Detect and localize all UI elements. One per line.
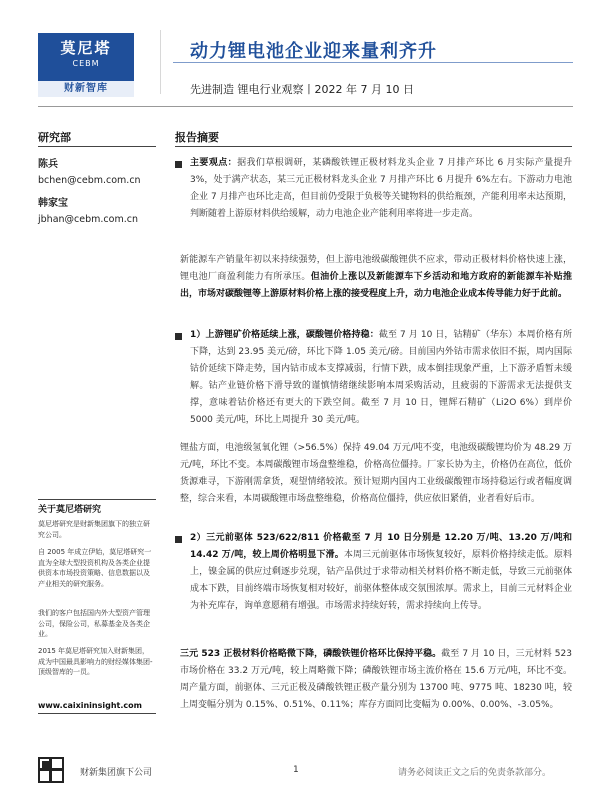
summary-heading-rule bbox=[175, 146, 572, 147]
main-point-paragraph bbox=[190, 155, 572, 223]
sidebar-heading-rule bbox=[38, 146, 156, 147]
upstream-lithium-text: 截至 7 月 10 日，钴精矿（华东）本周价格有所下降，达到 23.95 美元/磅，环比下降 1.05 美元/磅。目前国内外钴市需求依旧不振，周内国际钴价延续下降走势，国内钴市成本支撑减弱，行情下跌，成本倒挂现象严重，上下游矛盾暂未缓解。钴产业链价格下滑导致的谨慎情绪继续影响本周采购活动，且疲弱的下游需求无法提供支撑，意味着钴价格还有更大的下跌空间。截至 7 月 10 日，锂辉石精矿（Li2O 6%）到岸价 5000 美元/吨，环比上周提升 30 美元/吨。 bbox=[190, 330, 573, 425]
analyst-email[interactable]: bchen@cebm.com.cn bbox=[38, 175, 141, 186]
analyst-name: 韩家宝 bbox=[38, 198, 68, 209]
report-title: 动力锂电池企业迎来量利齐升 bbox=[190, 41, 437, 62]
analyst-block-1 bbox=[38, 157, 156, 189]
about-heading: 关于莫尼塔研究 bbox=[38, 505, 102, 515]
logo-caixin: 财新智库 bbox=[38, 81, 134, 97]
about-paragraph: 自 2005 年成立伊始，莫尼塔研究一直为全球大型投资机构及各类企业提供资本市场投资策略、信息数据以及产业相关的研究服务。 bbox=[38, 548, 152, 588]
header-divider bbox=[38, 106, 573, 107]
upstream-lithium-label: 1）上游锂矿价格延续上涨，碳酸锂价格持稳： bbox=[190, 330, 379, 340]
precursor-label: 2）三元前驱体 523/622/811 价格截至 7 月 10 日分别是 12.20 万/吨、13.20 万/吨和 14.42 万/吨，较上周价格明显下滑。 bbox=[190, 533, 572, 560]
footer-company: 财新集团旗下公司 bbox=[80, 768, 153, 778]
main-point-text: 据我们草根调研，某磷酸铁锂正极材料龙头企业 7 月排产环比 6 月实际产量提升 3%，处于满产状态，某三元正极材料龙头企业 7 月排产环比 6 月提升 6%左右。下游动力电池企业 7 月排产也环比走高，但目前仍受限于负极等关键物料的供给瓶颈，产能利用率未达预期，判断随着上游原材料供给缓解，动力电池企业产能利用率将进一步走高。 bbox=[190, 158, 572, 219]
upstream-lithium-paragraph bbox=[190, 327, 572, 429]
logo-en: CEBM bbox=[72, 59, 100, 68]
website-link[interactable]: www.caixininsight.com bbox=[38, 701, 156, 714]
cathode-label: 三元 523 正极材料价格略微下降，磷酸铁锂价格环比保持平稳。 bbox=[180, 649, 442, 659]
logo-divider bbox=[160, 30, 161, 94]
bullet-square-icon bbox=[175, 161, 182, 168]
logo-cn: 莫尼塔 bbox=[60, 39, 112, 57]
bullet-square-icon bbox=[175, 333, 182, 340]
footer-disclaimer: 请务必阅读正文之后的免责条款部分。 bbox=[398, 768, 552, 778]
precursor-paragraph bbox=[190, 530, 572, 615]
cathode-text: 截至 7 月 10 日，三元材料 523 市场价格在 33.2 万元/吨，较上周略微下降；磷酸铁锂市场主流价格在 15.6 万元/吨，环比不变。周产量方面，前驱体、三元正极及磷酸铁锂正极产量分别为 13700 吨、9775 吨、18230 吨，较上周变幅分别为 0.15%、0.51%、0.11%；库存方面同比变幅为 0.00%、0.00%、-3.05%。 bbox=[180, 649, 572, 710]
about-rule bbox=[38, 499, 156, 500]
ev-demand-paragraph bbox=[180, 252, 572, 303]
cebm-logo bbox=[38, 33, 134, 97]
ev-demand-text: 新能源车产销量年初以来持续强势，但上游电池级碳酸锂供不应求，带动正极材料价格快速上涨，锂电池厂商盈利能力有所承压。 bbox=[180, 255, 572, 282]
qr-code-icon bbox=[38, 757, 64, 783]
research-dept-heading: 研究部 bbox=[38, 131, 71, 144]
report-subtitle: 先进制造 锂电行业观察丨2022 年 7 月 10 日 bbox=[190, 83, 414, 96]
lithium-salt-text: 锂盐方面，电池级氢氧化锂（>56.5%）保持 49.04 万元/吨不变，电池级碳酸锂均价为 48.29 万元/吨，环比不变。本周碳酸锂市场盘整维稳，价格高位僵持。厂家长协为主，价格仍在高位，低价货源难寻，下游刚需拿货，观望情绪较浓。预计短期内国内工业级碳酸锂市场持稳运行或者幅度调整，综合来看，本周碳酸锂市场盘整维稳，价格高位僵持，供应依旧紧俏，业者看好后市。 bbox=[180, 443, 572, 504]
summary-heading: 报告摘要 bbox=[175, 131, 219, 144]
lithium-salt-paragraph bbox=[180, 440, 572, 508]
title-rule bbox=[173, 62, 573, 63]
precursor-text: 本周三元前驱体市场恢复较好，原料价格持续走低。原料上，镍金属的供应过剩逐步兑现，钴产品供过于求带动相关材料价格不断走低，导致三元前驱体成本下跌，目前终端市场恢复相对较好，前驱体整体成交氛围浓厚。需求上，目前三元材料企业为补充库存，询单意愿稍有增强。市场需求持续好转，需求持续向上传导。 bbox=[190, 550, 572, 611]
about-paragraph: 我们的客户包括国内外大型资产管理公司，保险公司，私募基金及各类企业。 bbox=[38, 609, 150, 638]
analyst-email[interactable]: jbhan@cebm.com.cn bbox=[38, 214, 138, 225]
bullet-square-icon bbox=[175, 536, 182, 543]
about-paragraph: 2015 年莫尼塔研究加入财新集团，成为中国最具影响力的财经媒体集团-顶级智库的一员。 bbox=[38, 647, 153, 676]
analyst-block-2 bbox=[38, 196, 156, 228]
ev-demand-bold: 但油价上涨以及新能源车下乡活动和地方政府的新能源车补贴推出，市场对碳酸锂等上游原材料价格上涨的接受程度上升，动力电池企业成本传导能力好于此前。 bbox=[180, 272, 572, 299]
about-paragraph: 莫尼塔研究是财新集团旗下的独立研究公司。 bbox=[38, 520, 150, 539]
page-number: 1 bbox=[293, 765, 299, 775]
cathode-paragraph bbox=[180, 646, 572, 714]
analyst-name: 陈兵 bbox=[38, 159, 58, 170]
main-point-label: 主要观点： bbox=[190, 158, 238, 168]
